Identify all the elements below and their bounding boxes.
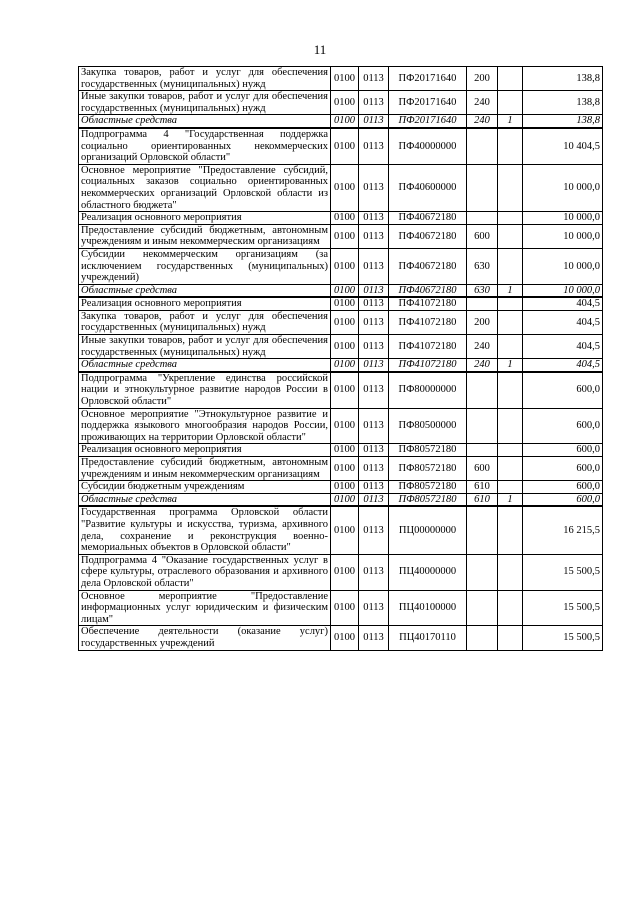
funding-source-cell (498, 164, 523, 211)
table-body (79, 67, 603, 651)
table-row (79, 457, 603, 481)
amount-cell: 10 000,0 (523, 164, 603, 211)
funding-source-cell (498, 457, 523, 481)
row-name-cell: Иные закупки товаров, работ и услуг для обеспечения государственных (муниципальных) нужд (79, 335, 331, 359)
subsection-code-cell: 0113 (359, 372, 389, 408)
amount-cell: 10 000,0 (523, 248, 603, 284)
funding-source-cell: 1 (498, 493, 523, 506)
target-article-cell: ПЦ40000000 (389, 554, 467, 590)
row-name-cell: Областные средства (79, 115, 331, 128)
section-code-cell: 0100 (331, 506, 359, 554)
funding-source-cell (498, 335, 523, 359)
expense-type-cell (467, 372, 498, 408)
amount-cell: 404,5 (523, 297, 603, 310)
subsection-code-cell: 0113 (359, 212, 389, 225)
subsection-code-cell: 0113 (359, 554, 389, 590)
section-code-cell: 0100 (331, 248, 359, 284)
subsection-code-cell: 0113 (359, 506, 389, 554)
table-row (79, 408, 603, 444)
table-row (79, 91, 603, 115)
section-code-cell: 0100 (331, 493, 359, 506)
amount-cell: 600,0 (523, 457, 603, 481)
row-name-cell: Областные средства (79, 493, 331, 506)
table-row (79, 481, 603, 494)
section-code-cell: 0100 (331, 335, 359, 359)
amount-cell: 138,8 (523, 67, 603, 91)
expense-type-cell: 200 (467, 67, 498, 91)
target-article-cell: ПФ20171640 (389, 91, 467, 115)
subsection-code-cell: 0113 (359, 335, 389, 359)
subsection-code-cell: 0113 (359, 297, 389, 310)
table-row (79, 590, 603, 626)
row-name-cell: Реализация основного мероприятия (79, 212, 331, 225)
target-article-cell: ПЦ00000000 (389, 506, 467, 554)
funding-source-cell (498, 91, 523, 115)
amount-cell: 10 000,0 (523, 212, 603, 225)
table-row (79, 310, 603, 334)
target-article-cell: ПФ41072180 (389, 310, 467, 334)
section-code-cell: 0100 (331, 554, 359, 590)
target-article-cell: ПФ20171640 (389, 115, 467, 128)
table-row (79, 626, 603, 650)
amount-cell: 10 404,5 (523, 128, 603, 164)
table-row (79, 506, 603, 554)
section-code-cell: 0100 (331, 310, 359, 334)
table-row (79, 115, 603, 128)
table-row (79, 493, 603, 506)
table-row (79, 128, 603, 164)
amount-cell: 10 000,0 (523, 284, 603, 297)
row-name-cell: Областные средства (79, 284, 331, 297)
funding-source-cell: 1 (498, 359, 523, 372)
row-name-cell: Государственная программа Орловской области "Развитие культуры и искусства, туризма, архивного дела, сохранение и реконструкция военно-мемориальных объектов в Орловской области" (79, 506, 331, 554)
amount-cell: 16 215,5 (523, 506, 603, 554)
subsection-code-cell: 0113 (359, 248, 389, 284)
table-row (79, 67, 603, 91)
row-name-cell: Подпрограмма "Укрепление единства российской нации и этнокультурное развитие народов России в Орловской области" (79, 372, 331, 408)
target-article-cell: ПФ80500000 (389, 408, 467, 444)
target-article-cell: ПФ80572180 (389, 457, 467, 481)
subsection-code-cell: 0113 (359, 359, 389, 372)
subsection-code-cell: 0113 (359, 408, 389, 444)
page-number: 11 (313, 42, 327, 57)
section-code-cell: 0100 (331, 444, 359, 457)
funding-source-cell (498, 481, 523, 494)
expense-type-cell: 240 (467, 91, 498, 115)
amount-cell: 404,5 (523, 335, 603, 359)
table-row (79, 248, 603, 284)
funding-source-cell (498, 408, 523, 444)
table-row (79, 212, 603, 225)
table-row (79, 164, 603, 211)
subsection-code-cell: 0113 (359, 626, 389, 650)
target-article-cell: ПФ40600000 (389, 164, 467, 211)
row-name-cell: Реализация основного мероприятия (79, 297, 331, 310)
target-article-cell: ПФ80572180 (389, 444, 467, 457)
expense-type-cell: 630 (467, 284, 498, 297)
subsection-code-cell: 0113 (359, 444, 389, 457)
section-code-cell: 0100 (331, 115, 359, 128)
amount-cell: 15 500,5 (523, 590, 603, 626)
subsection-code-cell: 0113 (359, 493, 389, 506)
row-name-cell: Подпрограмма 4 "Оказание государственных услуг в сфере культуры, отраслевого образования и архивного дела Орловской области" (79, 554, 331, 590)
expense-type-cell: 200 (467, 310, 498, 334)
target-article-cell: ПЦ40100000 (389, 590, 467, 626)
table-row (79, 372, 603, 408)
target-article-cell: ПФ41072180 (389, 359, 467, 372)
amount-cell: 600,0 (523, 444, 603, 457)
section-code-cell: 0100 (331, 297, 359, 310)
subsection-code-cell: 0113 (359, 224, 389, 248)
expense-type-cell (467, 297, 498, 310)
row-name-cell: Предоставление субсидий бюджетным, автономным учреждениям и иным некоммерческим организациям (79, 224, 331, 248)
subsection-code-cell: 0113 (359, 164, 389, 211)
amount-cell: 600,0 (523, 493, 603, 506)
expense-type-cell: 240 (467, 335, 498, 359)
section-code-cell: 0100 (331, 164, 359, 211)
table-row (79, 444, 603, 457)
row-name-cell: Иные закупки товаров, работ и услуг для обеспечения государственных (муниципальных) нужд (79, 91, 331, 115)
amount-cell: 600,0 (523, 408, 603, 444)
row-name-cell: Реализация основного мероприятия (79, 444, 331, 457)
expense-type-cell: 610 (467, 481, 498, 494)
row-name-cell: Областные средства (79, 359, 331, 372)
section-code-cell: 0100 (331, 626, 359, 650)
target-article-cell: ПФ80572180 (389, 493, 467, 506)
expense-type-cell (467, 554, 498, 590)
table-row (79, 284, 603, 297)
section-code-cell: 0100 (331, 372, 359, 408)
amount-cell: 10 000,0 (523, 224, 603, 248)
section-code-cell: 0100 (331, 91, 359, 115)
expense-type-cell (467, 590, 498, 626)
target-article-cell: ПФ40672180 (389, 284, 467, 297)
expense-type-cell (467, 506, 498, 554)
expense-type-cell (467, 164, 498, 211)
amount-cell: 404,5 (523, 310, 603, 334)
subsection-code-cell: 0113 (359, 67, 389, 91)
funding-source-cell (498, 506, 523, 554)
subsection-code-cell: 0113 (359, 115, 389, 128)
expense-type-cell: 600 (467, 457, 498, 481)
section-code-cell: 0100 (331, 128, 359, 164)
table-row (79, 359, 603, 372)
expense-type-cell: 630 (467, 248, 498, 284)
target-article-cell: ПФ20171640 (389, 67, 467, 91)
funding-source-cell (498, 67, 523, 91)
row-name-cell: Закупка товаров, работ и услуг для обеспечения государственных (муниципальных) нужд (79, 67, 331, 91)
row-name-cell: Основное мероприятие "Предоставление информационных услуг юридическим и физическим лицам" (79, 590, 331, 626)
subsection-code-cell: 0113 (359, 91, 389, 115)
amount-cell: 600,0 (523, 481, 603, 494)
section-code-cell: 0100 (331, 408, 359, 444)
funding-source-cell (498, 444, 523, 457)
expense-type-cell (467, 212, 498, 225)
amount-cell: 15 500,5 (523, 626, 603, 650)
target-article-cell: ПЦ40170110 (389, 626, 467, 650)
amount-cell: 600,0 (523, 372, 603, 408)
row-name-cell: Обеспечение деятельности (оказание услуг) государственных учреждений (79, 626, 331, 650)
expense-type-cell: 610 (467, 493, 498, 506)
funding-source-cell: 1 (498, 115, 523, 128)
funding-source-cell (498, 590, 523, 626)
funding-source-cell (498, 248, 523, 284)
expense-type-cell: 240 (467, 115, 498, 128)
expense-type-cell: 240 (467, 359, 498, 372)
expense-type-cell (467, 444, 498, 457)
funding-source-cell (498, 554, 523, 590)
target-article-cell: ПФ80000000 (389, 372, 467, 408)
funding-source-cell: 1 (498, 284, 523, 297)
target-article-cell: ПФ41072180 (389, 335, 467, 359)
funding-source-cell (498, 212, 523, 225)
row-name-cell: Субсидии бюджетным учреждениям (79, 481, 331, 494)
table-row (79, 224, 603, 248)
row-name-cell: Субсидии некоммерческим организациям (за исключением государственных (муниципальных) учреждений) (79, 248, 331, 284)
section-code-cell: 0100 (331, 284, 359, 297)
funding-source-cell (498, 372, 523, 408)
section-code-cell: 0100 (331, 481, 359, 494)
section-code-cell: 0100 (331, 224, 359, 248)
amount-cell: 15 500,5 (523, 554, 603, 590)
subsection-code-cell: 0113 (359, 284, 389, 297)
section-code-cell: 0100 (331, 457, 359, 481)
expense-type-cell: 600 (467, 224, 498, 248)
table-row (79, 554, 603, 590)
expense-type-cell (467, 626, 498, 650)
amount-cell: 138,8 (523, 91, 603, 115)
funding-source-cell (498, 310, 523, 334)
expense-type-cell (467, 408, 498, 444)
row-name-cell: Предоставление субсидий бюджетным, автономным учреждениям и иным некоммерческим организациям (79, 457, 331, 481)
section-code-cell: 0100 (331, 590, 359, 626)
amount-cell: 404,5 (523, 359, 603, 372)
row-name-cell: Подпрограмма 4 "Государственная поддержка социально ориентированных некоммерческих организаций Орловской области" (79, 128, 331, 164)
table-row (79, 297, 603, 310)
subsection-code-cell: 0113 (359, 457, 389, 481)
expense-type-cell (467, 128, 498, 164)
subsection-code-cell: 0113 (359, 128, 389, 164)
subsection-code-cell: 0113 (359, 481, 389, 494)
row-name-cell: Основное мероприятие "Этнокультурное развитие и поддержка языкового многообразия народов России, проживающих на территории Орловской области" (79, 408, 331, 444)
table-row (79, 335, 603, 359)
row-name-cell: Закупка товаров, работ и услуг для обеспечения государственных (муниципальных) нужд (79, 310, 331, 334)
amount-cell: 138,8 (523, 115, 603, 128)
budget-table (78, 66, 603, 651)
target-article-cell: ПФ41072180 (389, 297, 467, 310)
target-article-cell: ПФ80572180 (389, 481, 467, 494)
funding-source-cell (498, 224, 523, 248)
subsection-code-cell: 0113 (359, 590, 389, 626)
section-code-cell: 0100 (331, 212, 359, 225)
section-code-cell: 0100 (331, 359, 359, 372)
target-article-cell: ПФ40672180 (389, 224, 467, 248)
target-article-cell: ПФ40672180 (389, 212, 467, 225)
section-code-cell: 0100 (331, 67, 359, 91)
funding-source-cell (498, 626, 523, 650)
row-name-cell: Основное мероприятие "Предоставление субсидий, социальных заказов социально ориентированных некоммерческих организаций Орловской области из областного бюджета" (79, 164, 331, 211)
target-article-cell: ПФ40000000 (389, 128, 467, 164)
funding-source-cell (498, 128, 523, 164)
subsection-code-cell: 0113 (359, 310, 389, 334)
funding-source-cell (498, 297, 523, 310)
target-article-cell: ПФ40672180 (389, 248, 467, 284)
